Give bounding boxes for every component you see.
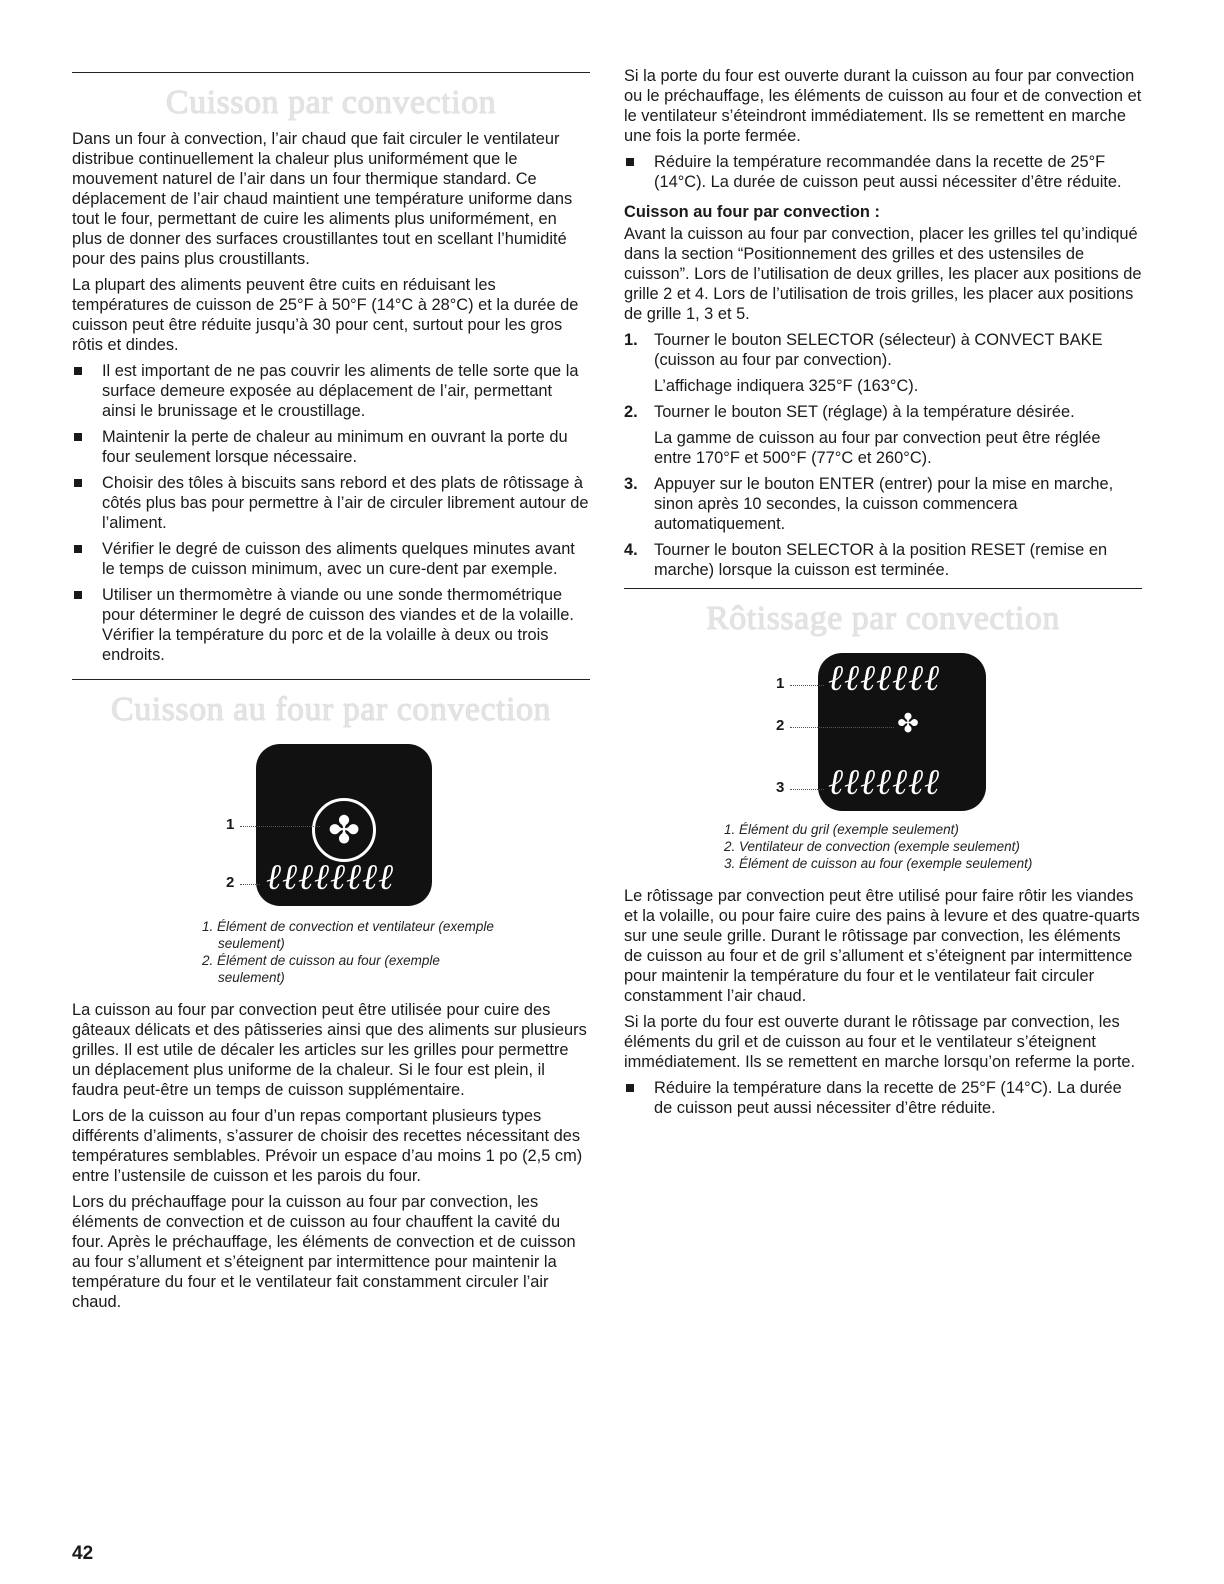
leader-line <box>790 789 824 790</box>
section-divider <box>72 679 590 680</box>
bullet-square-icon <box>74 367 82 375</box>
section-title-convection-roast: Rôtissage par convection <box>706 600 1060 637</box>
section-divider <box>624 588 1142 589</box>
bullet-list <box>624 152 1142 192</box>
subheading: Cuisson au four par convection : <box>624 203 880 221</box>
leader-line <box>240 826 320 827</box>
convection-bake-figure <box>72 744 590 912</box>
figure-label: 2 <box>226 874 235 891</box>
figure-label: 2 <box>776 717 785 734</box>
figure-label: 1 <box>776 675 785 692</box>
oven-cavity-diagram <box>256 744 432 906</box>
section-divider <box>72 72 590 73</box>
leader-line <box>240 884 260 885</box>
step-list <box>624 330 1142 580</box>
right-column <box>624 66 1142 1124</box>
bullet-list <box>624 1078 1142 1118</box>
left-column <box>72 58 590 1318</box>
step-item: 1. Tourner le bouton SELECTOR (sélecteur) à CONVECT BAKE (cuisson au four par convection). L’affichage indiquera 325°F (163°C). <box>624 331 1103 395</box>
paragraph: La plupart des aliments peuvent être cuits en réduisant les températures de cuisson de 25°F à 50°F (14°C à 28°C) et la durée de cuisson peut être réduite jusqu’à 30 pour cent, surtout pour les gros rôtis et dindes. <box>72 276 579 354</box>
convection-roast-figure <box>624 649 1142 811</box>
bullet-square-icon <box>74 591 82 599</box>
figure-label: 1 <box>226 816 235 833</box>
paragraph: Lors de la cuisson au four d’un repas comportant plusieurs types différents d’aliments, s’assurer de choisir des recettes nécessitant des températures semblables. Prévoir un espace d’au moins 1 po (2,5 cm) entre l’ustensile de cuisson et les parois du four. <box>72 1107 583 1185</box>
list-item: Maintenir la perte de chaleur au minimum en ouvrant la porte du four seulement lorsque nécessaire. <box>72 427 590 467</box>
list-item: Réduire la température recommandée dans la recette de 25°F (14°C). La durée de cuisson peut aussi nécessiter d’être réduite. <box>624 152 1142 192</box>
paragraph: Si la porte du four est ouverte durant la cuisson au four par convection ou le préchauffage, les éléments de cuisson au four et de convection et le ventilateur s’éteindront immédiatement. Ils se remettent en marche une fois la porte fermée. <box>624 67 1142 145</box>
section-title-convection-cooking: Cuisson par convection <box>165 84 497 121</box>
list-item: Choisir des tôles à biscuits sans rebord et des plats de rôtissage à côtés plus bas pour permettre à l’air de circuler librement autour de l’aliment. <box>72 473 590 533</box>
section-title-convection-bake: Cuisson au four par convection <box>111 691 551 728</box>
step-item: 4. Tourner le bouton SELECTOR à la position RESET (remise en marche) lorsque la cuisson est terminée. <box>624 541 1108 579</box>
paragraph: Avant la cuisson au four par convection, placer les grilles tel qu’indiqué dans la section “Positionnement des grilles et des ustensiles de cuisson”. Lors de l’utilisation de deux grilles, les placer aux positions de grille 2 et 4. Lors de l’utilisation de trois grilles, les placer aux positions de grille 1, 3 et 5. <box>624 225 1142 323</box>
broil-element-icon: ℓℓℓℓℓℓℓ <box>828 658 940 699</box>
paragraph: Si la porte du four est ouverte durant le rôtissage par convection, les éléments du gril et de cuisson au four et le ventilateur s’éteignent immédiatement. Ils se remettent en marche lorsqu’on referme la porte. <box>624 1013 1136 1071</box>
paragraph: Le rôtissage par convection peut être utilisé pour faire rôtir les viandes et la volaille, ou pour faire cuire des pains à levure et des quatre-quarts sur une seule grille. Durant le rôtissage par convection, les éléments de cuisson au four et de gril s’allument et s’éteignent par intermittence pour maintenir la température du four et le ventilateur fait circuler constamment l’air chaud. <box>624 887 1140 1005</box>
bullet-list <box>72 361 590 665</box>
bullet-square-icon <box>626 1084 634 1092</box>
leader-line <box>790 685 824 686</box>
oven-cavity-diagram <box>818 653 986 811</box>
step-item: 3. Appuyer sur le bouton ENTER (entrer) pour la mise en marche, sinon après 10 secondes, la cuisson commencera automatiquement. <box>624 475 1114 533</box>
figure-caption: 1. Élément du gril (exemple seulement) 2. Ventilateur de convection (exemple seulement) 3. Élément de cuisson au four (exemple seulement) <box>724 822 1033 871</box>
list-item: Il est important de ne pas couvrir les aliments de telle sorte que la surface demeure exposée au déplacement de l’air, permettant ainsi le brunissage et le croustillage. <box>72 361 590 421</box>
page-number: 42 <box>72 1543 94 1564</box>
bake-element-icon: ℓℓℓℓℓℓℓ <box>828 762 940 803</box>
list-item: Réduire la température dans la recette de 25°F (14°C). La durée de cuisson peut aussi nécessiter d’être réduite. <box>624 1078 1142 1118</box>
step-item: 2. Tourner le bouton SET (réglage) à la température désirée. La gamme de cuisson au four par convection peut être réglée entre 170°F et 500°F (77°C et 260°C). <box>624 403 1101 467</box>
bullet-square-icon <box>74 433 82 441</box>
list-item: Utiliser un thermomètre à viande ou une sonde thermométrique pour déterminer le degré de cuisson des viandes et de la volaille. Vérifier la température du porc et de la volaille à deux ou trois endroits. <box>72 585 590 665</box>
paragraph: Lors du préchauffage pour la cuisson au four par convection, les éléments de convection et de cuisson au four chauffent la cavité du four. Après le préchauffage, les éléments de convection et de cuisson au four s’allument et s’éteignent par intermittence pour maintenir la température du four et le ventilateur fait constamment circuler l’air chaud. <box>72 1193 576 1311</box>
bullet-square-icon <box>626 158 634 166</box>
fan-icon: ✤ <box>890 705 926 741</box>
list-item: Vérifier le degré de cuisson des aliments quelques minutes avant le temps de cuisson minimum, avec un cure-dent par exemple. <box>72 539 590 579</box>
figure-label: 3 <box>776 779 785 796</box>
fan-icon: ✤ <box>312 798 376 862</box>
paragraph: La cuisson au four par convection peut être utilisée pour cuire des gâteaux délicats et des pâtisseries ainsi que des aliments sur plusieurs grilles. Il est utile de décaler les articles sur les grilles pour permettre un déplacement plus uniforme de la chaleur. Si le four est plein, il faudra peut-être un temps de cuisson supplémentaire. <box>72 1001 587 1099</box>
leader-line <box>790 727 894 728</box>
bullet-square-icon <box>74 479 82 487</box>
figure-caption: 1. Élément de convection et ventilateur (exemple seulement) 2. Élément de cuisson au four (exemple seulement) <box>202 919 494 985</box>
bullet-square-icon <box>74 545 82 553</box>
paragraph: Dans un four à convection, l’air chaud que fait circuler le ventilateur distribue continuellement la chaleur plus uniformément que le mouvement naturel de l’air dans un four thermique standard. Ce déplacement de l’air chaud maintient une température uniforme dans tout le four, permettant de cuire les aliments plus uniformément, en plus de donner des surfaces croustillantes tout en scellant l’humidité pour des pains plus croustillants. <box>72 130 573 268</box>
bake-element-icon: ℓℓℓℓℓℓℓℓ <box>266 857 394 898</box>
